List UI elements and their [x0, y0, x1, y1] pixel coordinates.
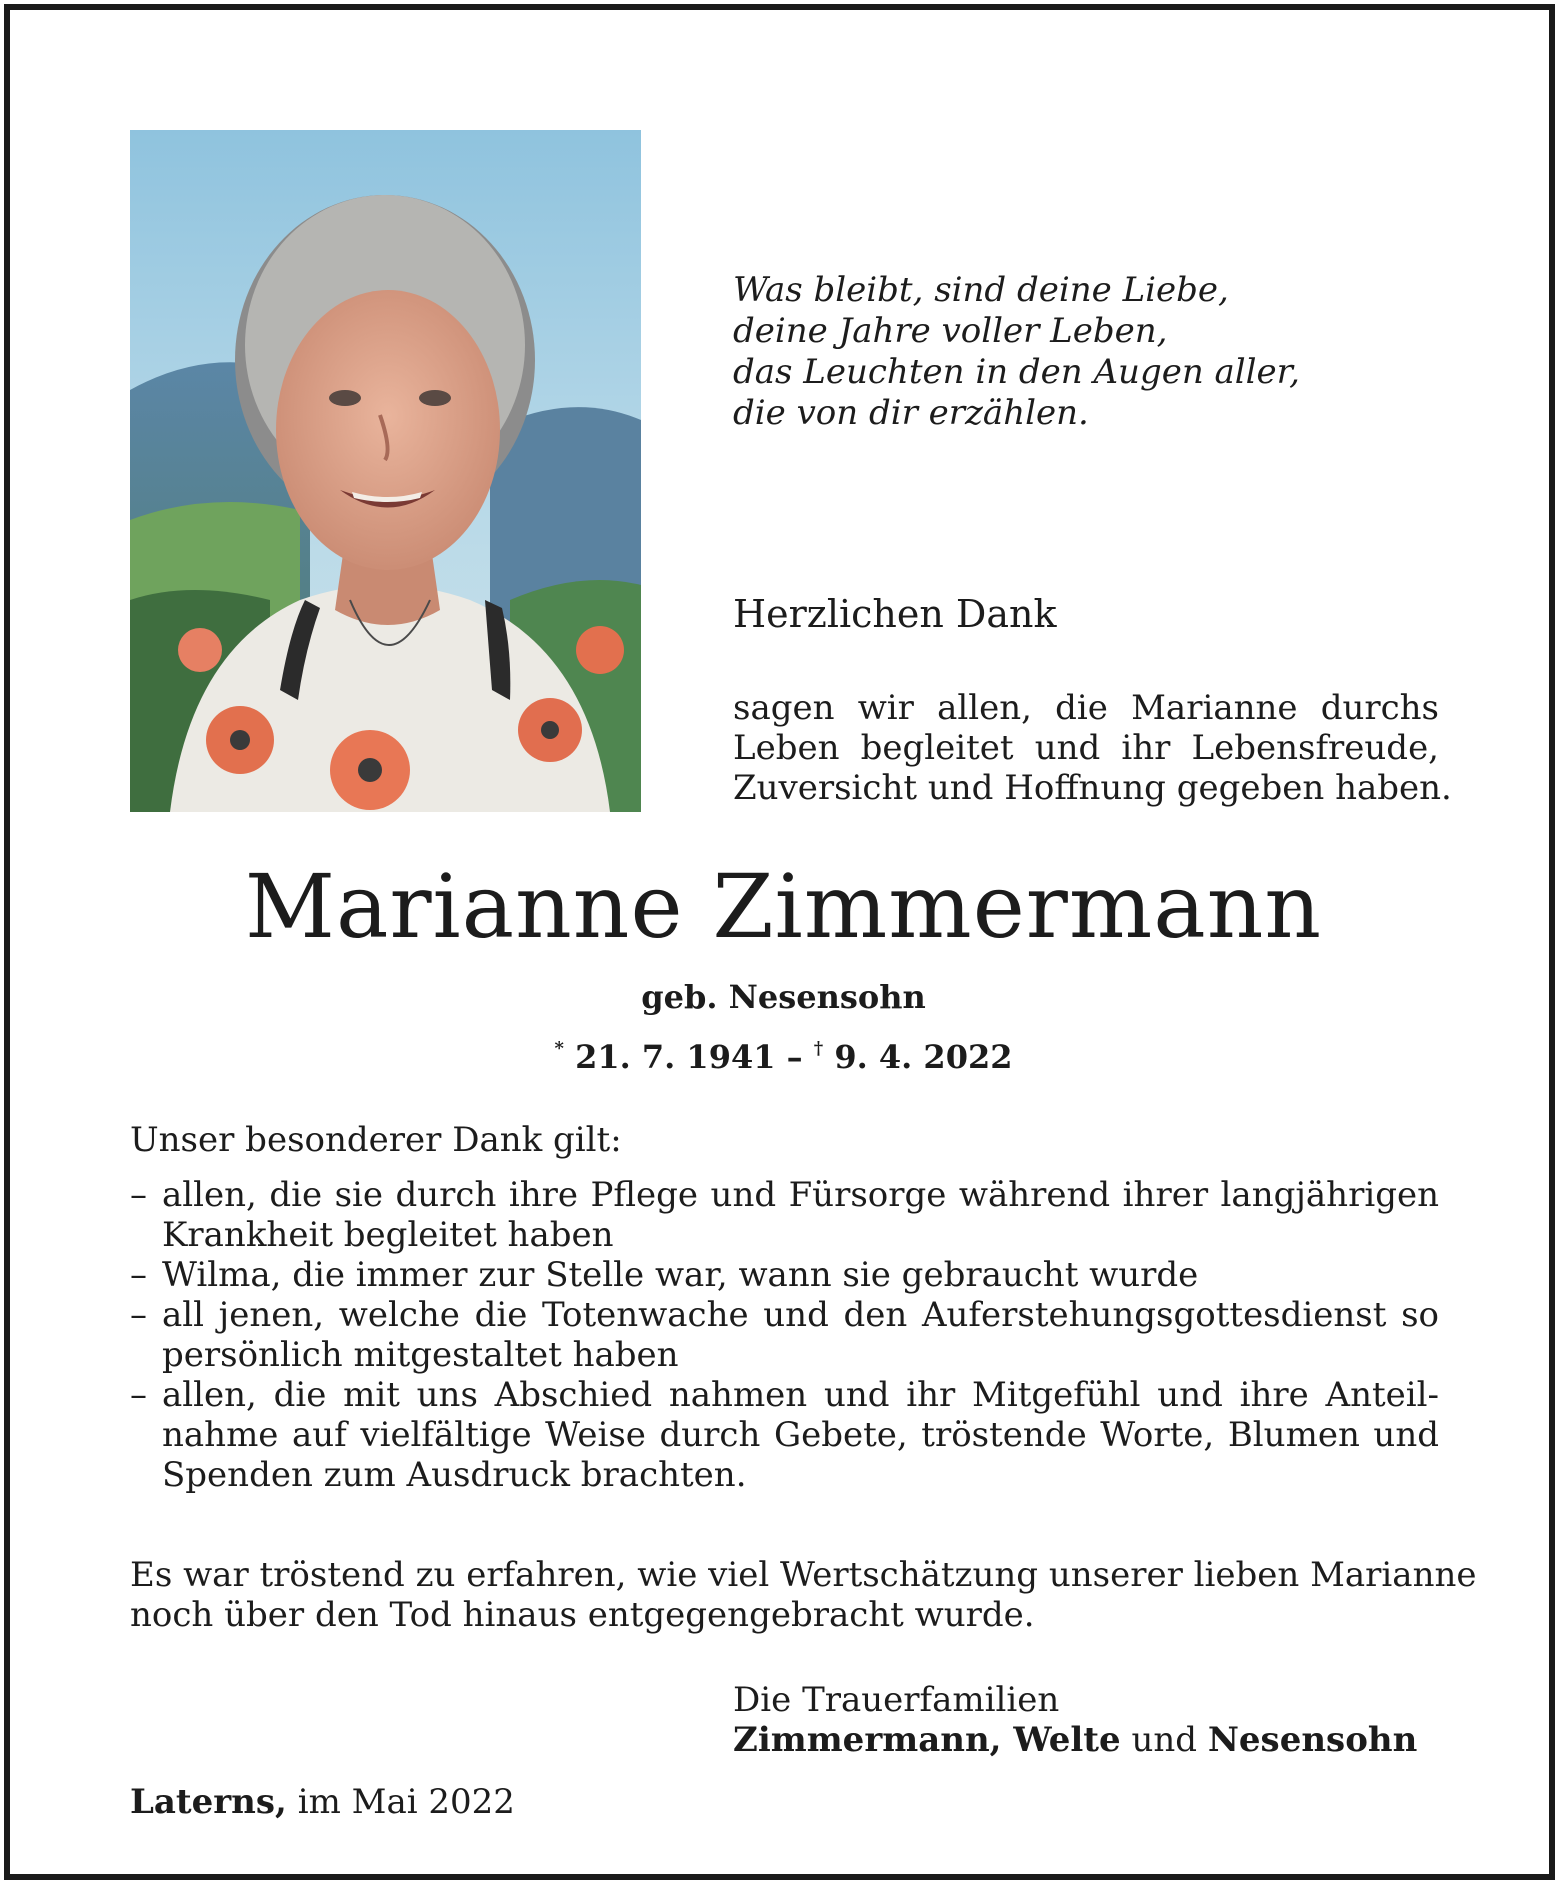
deceased-name: Marianne Zimmermann — [244, 855, 1323, 958]
place-date — [130, 1782, 515, 1822]
list-dash: – — [130, 1255, 147, 1295]
poem-line: Was bleibt, sind deine Liebe, — [733, 270, 1229, 310]
list-item-line: nahme auf vielfältige Weise durch Gebete, tröstende Worte, Blumen und — [162, 1415, 1439, 1455]
maiden-name: geb. Nesensohn — [641, 978, 926, 1016]
birth-date: 21. 7. 1941 — [575, 1038, 776, 1076]
thanks-line: Leben begleitet und ihr Lebensfreude, — [733, 728, 1439, 768]
family-conjunction: und — [1131, 1720, 1198, 1760]
portrait-photo — [130, 130, 641, 812]
thanks-heading: Herzlichen Dank — [733, 592, 1057, 636]
thanks-line: Zuversicht und Hoffnung gegeben haben. — [733, 768, 1452, 808]
list-item-line: Spenden zum Ausdruck brachten. — [162, 1455, 747, 1495]
signature-families — [733, 1720, 1417, 1760]
list-item-line: allen, die mit uns Abschied nahmen und ihr Mitgefühl und ihre Anteil- — [162, 1375, 1439, 1415]
family-names-2: Nesensohn — [1207, 1720, 1418, 1760]
poem — [733, 270, 1300, 434]
list-item — [130, 1255, 1439, 1295]
death-symbol: † — [813, 1038, 824, 1059]
list-item — [130, 1295, 1439, 1375]
signature — [733, 1680, 1417, 1760]
poem-line: deine Jahre voller Leben, — [733, 311, 1168, 351]
closing-line: Es war tröstend zu erfahren, wie viel Wertschätzung unserer lieben Marianne — [130, 1555, 1477, 1595]
family-names-1: Zimmermann, Welte — [733, 1720, 1121, 1760]
date-separator: – — [786, 1038, 803, 1076]
list-dash: – — [130, 1375, 147, 1415]
signature-label: Die Trauerfamilien — [733, 1680, 1060, 1720]
poem-line: das Leuchten in den Augen aller, — [733, 352, 1300, 392]
list-item-line: persönlich mitgestaltet haben — [162, 1335, 679, 1375]
list-item-line: Krankheit begleitet haben — [162, 1215, 614, 1255]
death-date: 9. 4. 2022 — [834, 1038, 1013, 1076]
portrait-illustration — [130, 130, 641, 812]
special-thanks-list — [130, 1175, 1439, 1495]
closing-line: noch über den Tod hinaus entgegengebracht wurde. — [130, 1595, 1035, 1635]
list-item-line: all jenen, welche die Totenwache und den Auferstehungsgottesdienst so — [162, 1295, 1439, 1335]
list-dash: – — [130, 1295, 147, 1335]
life-dates — [0, 1038, 1567, 1076]
poem-line: die von dir erzählen. — [733, 393, 1089, 433]
birth-symbol: * — [554, 1038, 564, 1059]
thanks-text — [733, 688, 1452, 808]
thanks-line: sagen wir allen, die Marianne durchs — [733, 688, 1439, 728]
list-dash: – — [130, 1175, 147, 1215]
list-item-line: allen, die sie durch ihre Pflege und Fürsorge während ihrer langjährigen — [162, 1175, 1439, 1215]
list-item — [130, 1175, 1439, 1255]
closing-text — [130, 1555, 1477, 1635]
place-town: Laterns, — [130, 1782, 287, 1822]
list-item — [130, 1375, 1439, 1495]
special-thanks-intro: Unser besonderer Dank gilt: — [130, 1120, 622, 1160]
place-month: im Mai 2022 — [297, 1782, 515, 1822]
list-item-line: Wilma, die immer zur Stelle war, wann sie gebraucht wurde — [162, 1255, 1199, 1295]
